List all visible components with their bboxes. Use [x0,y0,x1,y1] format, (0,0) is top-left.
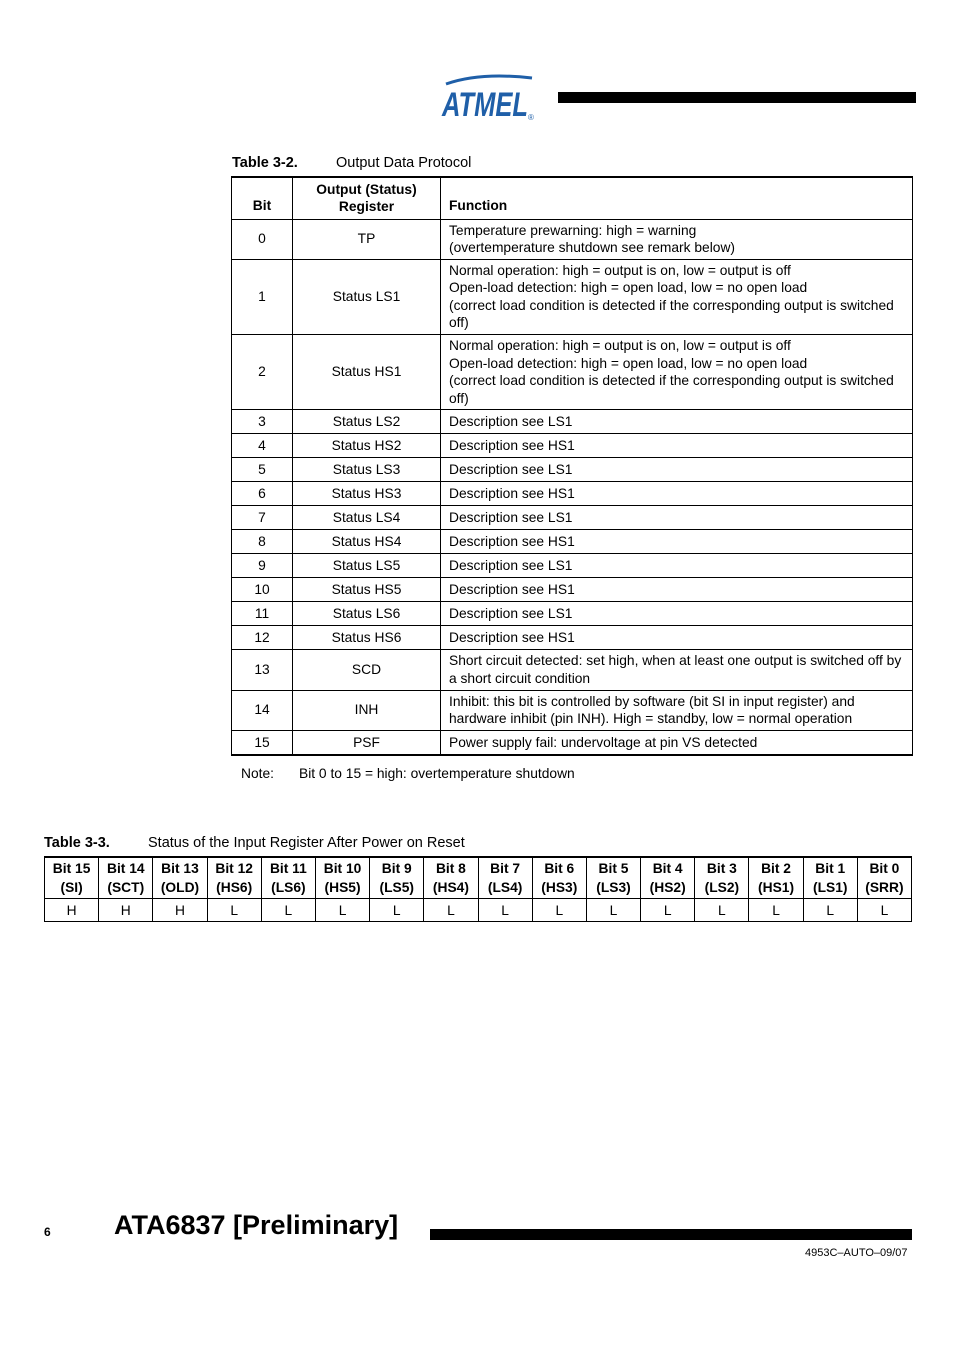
reset-value-cell: L [424,899,478,922]
register-cell: Status LS5 [293,554,441,578]
bit-cell: 3 [232,410,293,434]
bit-label: Bit 6 [544,861,575,876]
table-note-label: Note: [241,766,274,781]
bit-name: (LS3) [596,880,631,895]
bit-label: Bit 12 [215,861,253,876]
register-bit-header [641,857,695,899]
bit-cell: 12 [232,626,293,650]
bit-label: Bit 4 [652,861,683,876]
logo-text: ATMEL [441,86,528,122]
bit-cell: 4 [232,434,293,458]
bit-name: (LS2) [704,880,740,895]
bit-name: (HS6) [216,880,253,895]
reset-value-cell: L [315,899,369,922]
register-bit-header [532,857,586,899]
register-cell: Status HS6 [293,626,441,650]
register-cell: Status HS3 [293,482,441,506]
bit-cell: 6 [232,482,293,506]
bit-label: Bit 2 [761,861,791,876]
register-bit-header [315,857,369,899]
register-cell: Status LS4 [293,506,441,530]
bit-label: Bit 0 [869,861,900,876]
table-row [232,690,913,730]
input-register-reset-table [44,856,912,922]
function-cell: Description see LS1 [441,458,913,482]
register-cell: Status HS4 [293,530,441,554]
function-cell: Inhibit: this bit is controlled by software (bit SI in input register) and hardware inhibit (pin INH). High = standby, low = normal operation [441,690,913,730]
bit-cell: 11 [232,602,293,626]
function-cell: Description see HS1 [441,626,913,650]
function-cell: Description see LS1 [441,410,913,434]
register-bit-header [857,857,911,899]
register-cell: Status HS1 [293,335,441,410]
register-bit-header [695,857,749,899]
reset-value-cell: L [857,899,911,922]
bit-name: (SRR) [865,880,904,895]
bit-name: (LS5) [379,880,414,895]
register-bit-header [261,857,315,899]
table-row [232,730,913,755]
table-row [232,602,913,626]
reset-value-cell: L [749,899,803,922]
footer-bar [430,1229,912,1240]
table-row [232,530,913,554]
register-bit-header [803,857,857,899]
output-data-protocol-table [231,176,913,756]
reset-value-cell: H [153,899,207,922]
bit-cell: 2 [232,335,293,410]
table-row [232,259,913,334]
bit-label: Bit 5 [598,861,629,876]
register-bit-header [153,857,207,899]
bit-name: (HS1) [758,880,795,895]
document-code: 4953C–AUTO–09/07 [805,1247,908,1259]
function-cell: Description see HS1 [441,482,913,506]
bit-label: Bit 11 [269,861,307,876]
header-bar [558,92,916,103]
function-cell: Normal operation: high = output is on, low = output is off Open-load detection: high = open load, low = no open load (correct load condition is detected if the corresponding output is switched off) [441,335,913,410]
atmel-logo [440,74,538,122]
function-cell: Power supply fail: undervoltage at pin VS detected [441,730,913,755]
function-cell: Description see HS1 [441,530,913,554]
table-note-text: Bit 0 to 15 = high: overtemperature shutdown [299,766,575,781]
bit-name: (HS3) [541,880,578,895]
bit-cell: 13 [232,650,293,690]
reset-value-cell: H [45,899,99,922]
table-row [232,410,913,434]
bit-name: (HS4) [432,880,469,895]
bit-label: Bit 8 [435,861,466,876]
register-cell: TP [293,219,441,259]
register-bit-header [99,857,153,899]
column-header-function: Function [441,177,913,219]
bit-cell: 8 [232,530,293,554]
table-3-3-title: Status of the Input Register After Power on Reset [148,835,465,851]
register-cell: SCD [293,650,441,690]
bit-cell: 15 [232,730,293,755]
column-header-register: Output (Status) Register [293,177,441,219]
reset-value-cell: L [532,899,586,922]
reset-value-cell: L [695,899,749,922]
register-cell: Status LS2 [293,410,441,434]
bit-name: (SI) [60,880,83,895]
reset-value-cell: L [803,899,857,922]
bit-cell: 7 [232,506,293,530]
reset-value-cell: H [99,899,153,922]
bit-label: Bit 14 [106,861,145,876]
bit-name: (HS5) [324,880,361,895]
function-cell: Normal operation: high = output is on, low = output is off Open-load detection: high = open load, low = no open load (correct load condition is detected if the corresponding output is switched off) [441,259,913,334]
table-row [232,626,913,650]
register-cell: Status LS6 [293,602,441,626]
table-3-3-caption [44,835,465,851]
register-bit-header [45,857,99,899]
table-row [232,554,913,578]
reset-value-cell: L [478,899,532,922]
function-cell: Description see HS1 [441,578,913,602]
register-bit-header [424,857,478,899]
bit-cell: 1 [232,259,293,334]
reset-value-cell: L [586,899,640,922]
table-3-2-number: Table 3-2. [232,155,298,171]
register-bit-header [749,857,803,899]
svg-text:®: ® [528,113,534,122]
register-cell: PSF [293,730,441,755]
reset-value-cell: L [370,899,424,922]
reset-value-cell: L [261,899,315,922]
bit-label: Bit 7 [490,861,521,876]
bit-label: Bit 15 [52,861,91,876]
bit-name: (OLD) [160,880,200,895]
register-bit-header [370,857,424,899]
table-3-2-caption [232,155,471,171]
table-3-3-number: Table 3-3. [44,835,110,851]
table-row [232,482,913,506]
table-row [232,650,913,690]
table-row [232,458,913,482]
table-row [232,506,913,530]
register-bit-header [207,857,261,899]
bit-name: (LS4) [487,880,523,895]
bit-label: Bit 1 [815,861,846,876]
document-title: ATA6837 [Preliminary] [114,1210,399,1240]
bit-cell: 10 [232,578,293,602]
bit-cell: 5 [232,458,293,482]
bit-label: Bit 10 [323,861,362,876]
bit-cell: 9 [232,554,293,578]
function-cell: Description see LS1 [441,506,913,530]
register-cell: Status HS2 [293,434,441,458]
register-bit-header [586,857,640,899]
register-cell: Status LS1 [293,259,441,334]
table-row [232,578,913,602]
bit-cell: 14 [232,690,293,730]
reset-value-cell: L [207,899,261,922]
register-cell: Status LS3 [293,458,441,482]
table-row [232,219,913,259]
bit-label: Bit 9 [381,861,412,876]
table-row [232,434,913,458]
bit-name: (LS1) [812,880,848,895]
function-cell: Description see LS1 [441,554,913,578]
register-cell: Status HS5 [293,578,441,602]
bit-name: (LS6) [271,880,306,895]
register-cell: INH [293,690,441,730]
table-row [232,335,913,410]
bit-cell: 0 [232,219,293,259]
function-cell: Description see LS1 [441,602,913,626]
reset-value-cell: L [641,899,695,922]
function-cell: Description see HS1 [441,434,913,458]
table-3-2-title: Output Data Protocol [336,155,472,171]
register-bit-header [478,857,532,899]
column-header-bit: Bit [232,177,293,219]
function-cell: Temperature prewarning: high = warning (overtemperature shutdown see remark below) [441,219,913,259]
bit-label: Bit 3 [706,861,737,876]
bit-name: (SCT) [107,880,145,895]
page-number: 6 [44,1225,51,1239]
bit-label: Bit 13 [161,861,199,876]
bit-name: (HS2) [649,880,686,895]
function-cell: Short circuit detected: set high, when at least one output is switched off by a short circuit condition [441,650,913,690]
